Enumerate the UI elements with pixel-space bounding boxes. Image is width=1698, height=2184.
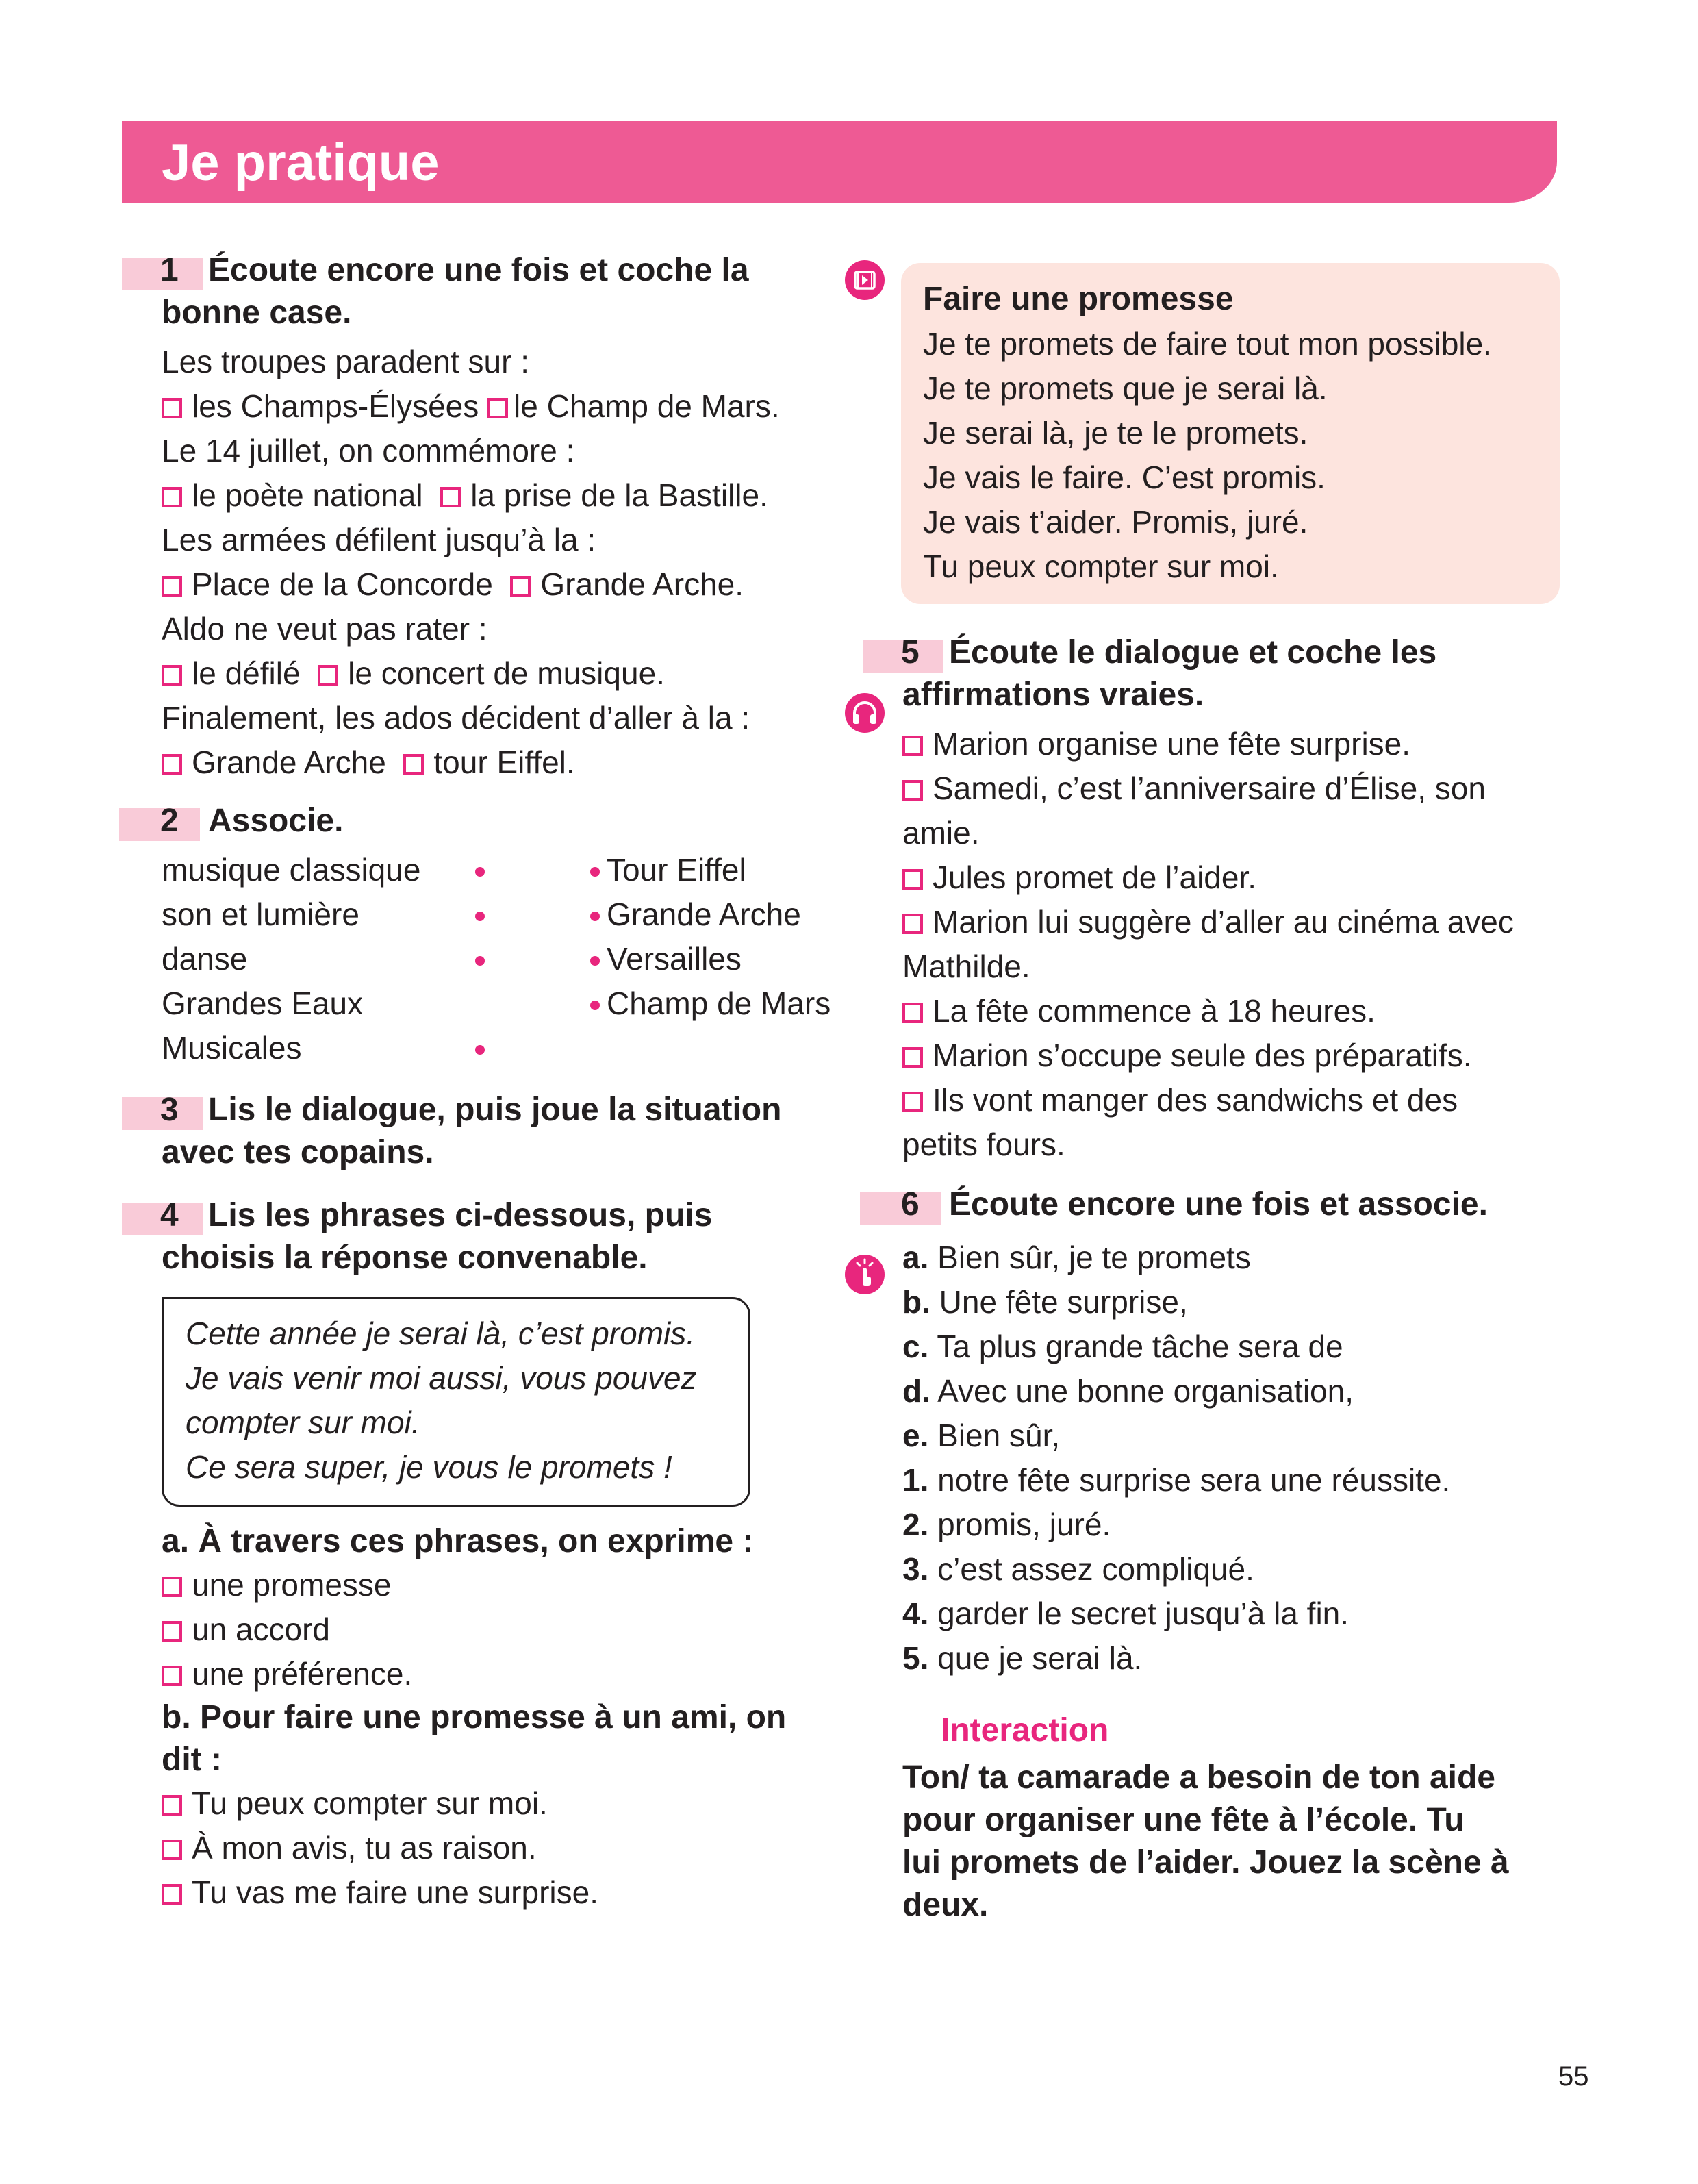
option-row — [902, 989, 1560, 1033]
item-key: 4. — [902, 1596, 929, 1631]
exercise-4-header — [162, 1194, 839, 1279]
exercise-6-body — [902, 1235, 1560, 1681]
option-row — [902, 1078, 1560, 1122]
item-key: 2. — [902, 1507, 929, 1542]
left-dot[interactable] — [475, 912, 485, 921]
option-row — [162, 740, 839, 785]
assoc-left-item: musique classique — [162, 852, 421, 888]
checkbox[interactable] — [902, 780, 923, 801]
headphones-icon[interactable] — [845, 693, 885, 733]
expression: Je te promets que je serai là. — [923, 371, 1328, 406]
match-item — [902, 1503, 1560, 1547]
checkbox[interactable] — [902, 1047, 923, 1068]
option-label: À mon avis, tu as raison. — [192, 1830, 537, 1866]
checkbox[interactable] — [403, 754, 424, 775]
option-row — [162, 651, 839, 696]
option-row — [902, 855, 1560, 900]
exercise-5-header — [902, 631, 1560, 716]
option-row — [162, 1607, 839, 1652]
option-row — [162, 1781, 839, 1826]
checkbox[interactable] — [902, 736, 923, 756]
item-text: c’est assez compliqué. — [937, 1551, 1254, 1587]
exercise-title: Écoute encore une fois et associe. — [949, 1186, 1488, 1222]
checkbox[interactable] — [162, 665, 182, 686]
question: Les troupes paradent sur : — [162, 344, 529, 379]
checkbox[interactable] — [162, 1795, 182, 1816]
exercise-title-cont: choisis la réponse convenable. — [162, 1240, 648, 1276]
page-number: 55 — [1558, 2061, 1589, 2092]
item-key: d. — [902, 1373, 930, 1409]
exercise-number: 4 — [160, 1197, 179, 1233]
item-key: e. — [902, 1418, 929, 1453]
option-label: Grande Arche. — [540, 566, 744, 602]
item-text: Avec une bonne organisation, — [937, 1373, 1354, 1409]
example-sentences-box — [162, 1297, 750, 1507]
item-text: garder le secret jusqu’à la fin. — [937, 1596, 1349, 1631]
checkbox[interactable] — [162, 1666, 182, 1686]
exercise-number: 1 — [160, 252, 179, 288]
match-item — [902, 1636, 1560, 1681]
expression: Je serai là, je te le promets. — [923, 415, 1308, 451]
assoc-right-row — [590, 981, 831, 1026]
exercise-number: 6 — [901, 1186, 920, 1222]
assoc-right-row — [590, 848, 746, 892]
option-label: une promesse — [192, 1567, 392, 1603]
option-row — [902, 1033, 1560, 1078]
item-text: Une fête surprise, — [939, 1284, 1188, 1320]
assoc-right-item: Champ de Mars — [607, 986, 831, 1021]
item-text: notre fête surprise sera une réussite. — [937, 1462, 1451, 1498]
option-label: le concert de musique. — [348, 655, 665, 691]
question: Finalement, les ados décident d’aller à la : — [162, 700, 750, 736]
exercise-1-body — [162, 340, 839, 785]
option-row — [162, 1652, 839, 1696]
sub-question-b — [162, 1696, 839, 1781]
option-label: une préférence. — [192, 1656, 413, 1692]
right-dot[interactable] — [590, 867, 600, 877]
checkbox[interactable] — [487, 398, 508, 418]
instruction-line: lui promets de l’aider. Jouez la scène à — [902, 1844, 1509, 1881]
item-text: Ta plus grande tâche sera de — [937, 1329, 1343, 1364]
match-item — [902, 1592, 1560, 1636]
checkbox[interactable] — [510, 576, 531, 597]
example-sentence: Cette année je serai là, c’est promis. — [186, 1316, 696, 1351]
statement: Marion s’occupe seule des préparatifs. — [933, 1038, 1472, 1073]
option-label: Place de la Concorde — [192, 566, 493, 602]
match-item — [902, 1414, 1560, 1458]
option-label: les Champs-Élysées — [192, 388, 479, 424]
item-key: 5. — [902, 1640, 929, 1676]
checkbox[interactable] — [902, 869, 923, 890]
item-text: que je serai là. — [937, 1640, 1143, 1676]
option-row — [162, 562, 839, 607]
checkbox[interactable] — [162, 487, 182, 507]
sub-question-text: dit : — [162, 1742, 222, 1778]
statement-cont: petits fours. — [902, 1127, 1065, 1162]
section-banner — [122, 121, 1557, 203]
checkbox[interactable] — [318, 665, 338, 686]
box-title: Faire une promesse — [923, 281, 1234, 317]
match-item — [902, 1369, 1560, 1414]
checkbox[interactable] — [902, 1092, 923, 1112]
statement: Jules promet de l’aider. — [933, 859, 1257, 895]
item-key: b. — [902, 1284, 930, 1320]
sub-question-a: a. À travers ces phrases, on exprime : — [162, 1523, 754, 1559]
exercise-title: Lis les phrases ci-dessous, puis — [208, 1197, 713, 1233]
match-item — [902, 1235, 1560, 1280]
exercise-5-body — [902, 722, 1560, 1167]
assoc-left-item: danse — [162, 941, 248, 977]
right-dot[interactable] — [590, 912, 600, 921]
item-key: 1. — [902, 1462, 929, 1498]
item-text: Bien sûr, je te promets — [937, 1240, 1251, 1275]
exercise-1-header — [162, 249, 839, 334]
item-text: promis, juré. — [937, 1507, 1111, 1542]
checkbox[interactable] — [162, 1884, 182, 1905]
video-icon[interactable] — [845, 260, 885, 300]
exercise-3-header — [162, 1089, 839, 1174]
exercise-title: Écoute encore une fois et coche la — [208, 252, 749, 288]
exercise-title: Lis le dialogue, puis joue la situation — [208, 1092, 782, 1128]
option-label: Tu peux compter sur moi. — [192, 1785, 548, 1821]
question: Le 14 juillet, on commémore : — [162, 433, 575, 468]
checkbox[interactable] — [440, 487, 461, 507]
match-item — [902, 1325, 1560, 1369]
exercise-number: 2 — [160, 803, 179, 839]
match-item — [902, 1458, 1560, 1503]
left-column — [162, 249, 839, 1915]
option-row — [162, 1826, 839, 1870]
example-sentence: compter sur moi. — [186, 1405, 420, 1440]
question: Aldo ne veut pas rater : — [162, 611, 487, 647]
assoc-right-row — [590, 937, 742, 981]
association-grid — [162, 848, 839, 1074]
exercise-title-cont: avec tes copains. — [162, 1134, 434, 1170]
checkbox[interactable] — [162, 576, 182, 597]
option-label: le poète national — [192, 477, 423, 513]
exercise-title-cont: bonne case. — [162, 294, 352, 331]
checkbox[interactable] — [162, 754, 182, 775]
option-row — [902, 722, 1560, 766]
checkbox[interactable] — [162, 1840, 182, 1860]
right-column — [902, 249, 1560, 1926]
statement: Ils vont manger des sandwichs et des — [933, 1082, 1458, 1118]
option-label: Grande Arche — [192, 744, 386, 780]
example-sentence: Je vais venir moi aussi, vous pouvez — [186, 1360, 697, 1396]
section-title: Je pratique — [162, 134, 440, 192]
option-row — [162, 473, 839, 518]
touch-hand-icon[interactable] — [845, 1255, 885, 1294]
option-row — [162, 1563, 839, 1607]
assoc-left-item: Grandes Eaux — [162, 986, 364, 1021]
option-row — [902, 766, 1560, 811]
statement-cont: Mathilde. — [902, 949, 1030, 984]
checkbox[interactable] — [162, 1621, 182, 1642]
expression: Je vais le faire. C’est promis. — [923, 460, 1326, 495]
exercise-title-cont: affirmations vraies. — [902, 677, 1204, 713]
match-item — [902, 1547, 1560, 1592]
item-key: c. — [902, 1329, 929, 1364]
expression: Je te promets de faire tout mon possible. — [923, 326, 1492, 362]
option-label: un accord — [192, 1611, 331, 1647]
assoc-right-item: Versailles — [607, 941, 742, 977]
statement: La fête commence à 18 heures. — [933, 993, 1376, 1029]
promise-expressions-box — [901, 263, 1560, 604]
exercise-title: Écoute le dialogue et coche les — [949, 634, 1437, 670]
checkbox[interactable] — [162, 1577, 182, 1597]
example-sentence: Ce sera super, je vous le promets ! — [186, 1449, 672, 1485]
exercise-6-header — [902, 1183, 1560, 1226]
checkbox[interactable] — [162, 398, 182, 418]
option-label: tour Eiffel. — [433, 744, 575, 780]
left-dot[interactable] — [475, 867, 485, 877]
left-dot[interactable] — [475, 1045, 485, 1055]
option-label: la prise de la Bastille. — [470, 477, 768, 513]
item-text: Bien sûr, — [937, 1418, 1061, 1453]
item-key: a. — [902, 1240, 929, 1275]
sub-question-text: b. Pour faire une promesse à un ami, on — [162, 1699, 787, 1735]
exercise-number: 5 — [901, 634, 920, 670]
option-label: le Champ de Mars. — [514, 388, 780, 424]
instruction-line: pour organiser une fête à l’école. Tu — [902, 1802, 1465, 1838]
statement-cont: amie. — [902, 815, 980, 851]
checkbox[interactable] — [902, 914, 923, 934]
assoc-right-row — [590, 892, 801, 937]
interaction-title: Interaction — [941, 1712, 1109, 1748]
option-row — [902, 900, 1560, 944]
item-key: 3. — [902, 1551, 929, 1587]
option-row — [162, 1870, 839, 1915]
statement: Samedi, c’est l’anniversaire d’Élise, son — [933, 770, 1486, 806]
exercise-number: 3 — [160, 1092, 179, 1128]
option-row — [162, 384, 839, 429]
left-dot[interactable] — [475, 956, 485, 966]
interaction-instructions — [902, 1757, 1560, 1926]
assoc-right-item: Grande Arche — [607, 896, 801, 932]
instruction-line: deux. — [902, 1887, 989, 1923]
option-label: le défilé — [192, 655, 301, 691]
match-item — [902, 1280, 1560, 1325]
assoc-left-item: son et lumière — [162, 896, 359, 932]
assoc-left-item: Musicales — [162, 1030, 302, 1066]
expression: Je vais t’aider. Promis, juré. — [923, 504, 1308, 540]
right-dot[interactable] — [590, 956, 600, 966]
assoc-right-item: Tour Eiffel — [607, 852, 746, 888]
expression: Tu peux compter sur moi. — [923, 549, 1279, 584]
checkbox[interactable] — [902, 1003, 923, 1023]
statement: Marion lui suggère d’aller au cinéma avec — [933, 904, 1514, 940]
option-label: Tu vas me faire une surprise. — [192, 1874, 598, 1910]
exercise-title: Associe. — [208, 803, 344, 839]
statement: Marion organise une fête surprise. — [933, 726, 1411, 762]
question: Les armées défilent jusqu’à la : — [162, 522, 596, 557]
exercise-2-header — [162, 800, 839, 842]
right-dot[interactable] — [590, 1001, 600, 1010]
instruction-line: Ton/ ta camarade a besoin de ton aide — [902, 1759, 1495, 1796]
